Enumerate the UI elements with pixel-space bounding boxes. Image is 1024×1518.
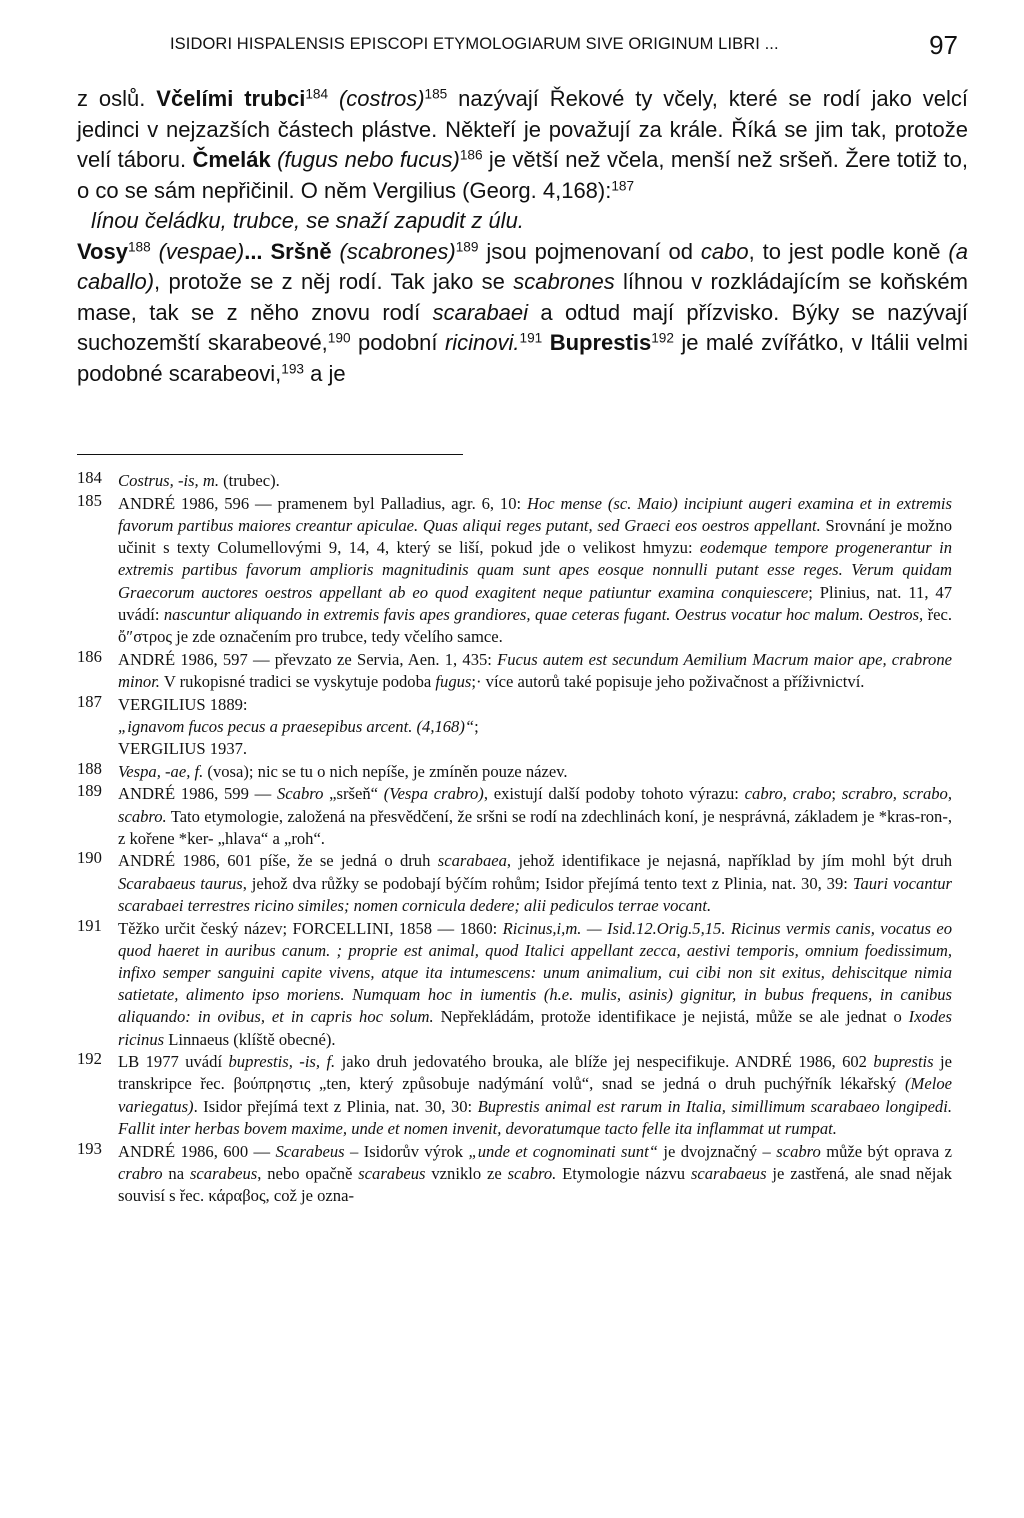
footnote-italic-text: Tauri vocantur scarabaei terrestres ricino similes; nomen cornicula dedere; alii pediculos terrae vocant. — [118, 873, 952, 915]
footnote-italic-text: scabro — [776, 1141, 821, 1161]
text-span: líhnou v rozkládajícím se koňském mase, tak se z něho znovu rodí — [77, 269, 968, 325]
footnote-italic-text: scarabaeus — [690, 1163, 767, 1183]
text-span: je malé zvířátko, v Itálii velmi podobné scarabeovi, — [77, 330, 968, 386]
footnote-text: ANDRÉ 1986, 600 — — [118, 1141, 276, 1161]
latin-term: (a caballo) — [77, 238, 968, 294]
footnote-text: řec. ὄ″στρος je zde označením pro trubce, tedy včelího samce. — [118, 604, 952, 646]
footnote-italic-text: (Vespa crabro) — [383, 784, 484, 804]
footnote-italic-text: eodemque tempore progenerantur in extremis partibus favorum amplioris magnitudinis quam sunt apes eosque nonnulli putant esse reges. Verum quidam Graecorum auctores oestros appellant ab eo quod exagitent neque patiuntur examina conquiescere — [118, 538, 953, 602]
footnote-text: , jehož dva růžky se podobají býčím rohům; Isidor přejímá tento text z Plinia, nat. 30, 39: — [242, 873, 853, 893]
footnote-text: „sršeň“ — [323, 784, 384, 804]
footnote-number: 193 — [77, 1138, 102, 1158]
footnote-italic-text: nascuntur aliquando in extremis favis apes grandiores, quae ceteras fugant. Oestrus vocatur hoc malum. Oestros, — [163, 604, 924, 624]
footnote-italic-text: scarabeus — [358, 1163, 426, 1183]
footnote-ref: 185 — [424, 86, 448, 102]
latin-term: (fugus nebo fucus) — [270, 147, 460, 172]
footnote-italic-text: Ricinus,i,m. — Isid.12.Orig.5,15. Ricinus vermis canis, vocatus eo quod haeret in auribus canum. ; proprie est animal, quod Italici appellant zecca, aestivi temporis, omnium foedissimum, infixo semper sanguini capite vivens, atque ita intumescens: unum animalium, cui cibi non sit exitus, dehiscitque nimia satietate, alimento ipso moriens. Numquam hoc in iumentis (h.e. mulis, asinis) gignitur, in bubus frequens, in canibus aliquando: in ovibus, et in capris hoc solum. — [118, 918, 952, 1027]
footnote-italic-text: Scarabeus — [275, 1141, 345, 1161]
footnote-text: je zastřená, ale snad nějak souvisí s řec. κάραβος, což je ozna- — [118, 1163, 952, 1205]
footnote-186 — [77, 646, 952, 693]
footnote-italic-text: Costrus, -is, m. — [118, 471, 219, 490]
term-srsne: ... Sršně — [244, 238, 332, 264]
footnote-text: Tato etymologie, založená na přesvědčení, že sršni se rodí na zdechlinách koní, je nesprávná, základem je *kras-ron-, z kořene *ker- „hlava“ a „roh“. — [118, 806, 952, 848]
footnote-text: , jehož identifikace je nejasná, například by jím mohl být druh — [506, 851, 953, 871]
footnote-italic-text: scarabeus — [189, 1163, 258, 1183]
header-title: ISIDORI HISPALENSIS EPISCOPI ETYMOLOGIARUM SIVE ORIGINUM LIBRI ... — [170, 35, 779, 53]
footnote-text: V rukopisné tradici se vyskytuje podoba — [159, 671, 436, 691]
term-trubci: Včelími trubci — [156, 86, 306, 111]
footnote-187 — [77, 691, 952, 761]
footnote-number: 186 — [77, 646, 102, 666]
latin-term: ricinovi. — [444, 330, 520, 355]
text-span: je větší než včela, menší než sršeň. Žere totiž to, o co se sám nepřičinil. O něm Vergilius (Georg. 4,168): — [77, 147, 968, 203]
paragraph-2 — [77, 237, 968, 390]
footnote-text: na — [162, 1163, 190, 1183]
text-span: a odtud mají přízvisko. Býky se nazývají suchozemští skarabeové, — [77, 299, 968, 355]
footnote-text: ANDRÉ 1986, 597 — převzato ze Servia, Aen. 1, 435: — [118, 649, 498, 669]
footnote-text: Těžko určit český název; FORCELLINI, 1858 — 1860: — [118, 918, 503, 938]
footnote-text: ; Plinius, nat. 11, 47 uvádí: — [118, 582, 953, 624]
latin-term: (costros) — [328, 86, 425, 111]
footnote-text: , nebo opačně — [257, 1163, 359, 1183]
footnote-italic-text: Fucus autem est secundum Aemilium Macrum maior ape, crabrone minor. — [118, 649, 952, 691]
footnote-number: 192 — [77, 1049, 102, 1069]
footnote-italic-text: Scabro — [277, 784, 324, 804]
footnote-text: ANDRÉ 1986, 599 — — [118, 784, 277, 804]
footnote-italic-text: „ignavom fucos pecus a praesepibus arcent. (4,168)“ — [118, 716, 475, 736]
footnote-ref: 188 — [127, 239, 151, 254]
footnote-italic-text: buprestis, -is, f. — [228, 1052, 336, 1072]
footnote-text: (trubec). — [218, 471, 280, 490]
text-span: , protože se z něj rodí. Tak jako se — [154, 269, 514, 294]
footnote-text: Etymologie názvu — [556, 1163, 691, 1183]
footnote-number: 184 — [77, 468, 102, 487]
footnote-number: 191 — [77, 915, 102, 935]
footnote-number: 187 — [77, 691, 102, 711]
footnote-text: ; — [474, 716, 479, 736]
footnote-text: vzniklo ze — [425, 1163, 508, 1183]
footnote-number: 185 — [77, 490, 102, 510]
footnote-191 — [77, 915, 952, 1051]
footnote-192 — [77, 1051, 952, 1140]
footnote-italic-text: Hoc mense (sc. Maio) incipiunt augeri examina et in extremis favorum partibus maiores creantur apiculae. Quas aliqui reges putant, sed Graeci eos oestros appellant. — [118, 493, 952, 535]
footnote-text: ;· více autorů také popisuje jeho poživačnost a příživnictví. — [471, 671, 865, 691]
footnote-ref: 189 — [455, 239, 479, 254]
latin-term: (scabrones) — [331, 238, 456, 264]
footnote-text: , existují další podoby tohoto výrazu: — [483, 784, 745, 804]
footnote-italic-text: „unde et cognominati sunt“ — [468, 1141, 658, 1161]
footnote-italic-text: (Meloe variegatus) — [118, 1074, 952, 1116]
footnote-text: může být oprava z — [820, 1141, 952, 1161]
latin-term: scarabaei — [432, 299, 529, 325]
footnote-separator — [77, 454, 463, 455]
footnote-text: LB 1977 uvádí — [118, 1052, 229, 1072]
footnote-text: Srovnání je možno učinit s texty Columellovými 9, 14, 4, který se liší, pokud jde o velikost hmyzu: — [118, 515, 952, 558]
footnote-ref: 187 — [611, 178, 635, 193]
footnote-185 — [77, 490, 953, 648]
footnote-188 — [77, 758, 952, 783]
text-span: , to jest podle koně — [748, 238, 949, 264]
verse-quote: línou čeládku, trubce, se snaží zapudit z úlu. — [91, 208, 524, 233]
term-cmelak: Čmelák — [192, 147, 271, 172]
running-header — [170, 30, 958, 64]
footnote-189 — [77, 783, 952, 850]
footnote-text: ; — [831, 784, 842, 804]
text-span: a je — [304, 360, 346, 386]
footnote-text: Linnaeus (klíště obecné). — [164, 1029, 336, 1049]
footnote-190 — [77, 850, 952, 917]
footnote-text: . Isidor přejímá text z Plinia, nat. 30, 30: — [193, 1096, 478, 1116]
footnote-text: VERGILIUS 1889: — [118, 694, 248, 714]
footnote-ref: 193 — [281, 361, 304, 376]
paragraph-1 — [77, 84, 968, 206]
term-buprestis: Buprestis — [542, 330, 652, 355]
footnote-italic-text: scarabaea — [437, 851, 507, 871]
text-span: jsou pojmenovaní od — [478, 238, 701, 264]
footnote-italic-text: Ixodes ricinus — [118, 1007, 952, 1049]
footnote-ref: 190 — [327, 330, 351, 346]
latin-term: cabo — [700, 238, 749, 264]
latin-term: scabrones — [513, 269, 615, 294]
footnote-text: je transkripce řec. βούπρηστις „ten, který způsobuje nadýmání volů“, snad se jedná o druh puchýřník lékařský — [118, 1052, 953, 1094]
footnote-italic-text: cabro, crabo — [744, 784, 832, 804]
main-text — [77, 84, 968, 389]
footnote-ref: 186 — [459, 147, 483, 163]
footnote-italic-text: Buprestis animal est rarum in Italia, simillimum scarabaeo longipedi. Fallit inter herbas bovem maxime, unde et nomen invenit, devoratumque tacto felle ita inflammat ut rumpat. — [118, 1096, 952, 1138]
footnote-text: ANDRÉ 1986, 596 — pramenem byl Palladius, agr. 6, 10: — [118, 493, 527, 513]
text-span: nazývají Řekové ty včely, které se rodí jako velcí jedinci v nejzazších částech plástve. Někteří je považují za krále. Říká se jim tak, protože velí táboru. — [77, 86, 968, 172]
footnote-italic-text: scrabro, scrabo, scabro. — [118, 784, 952, 826]
footnote-text: – Isidorův výrok — [344, 1141, 469, 1161]
footnote-text: Nepřekládám, protože identifikace je nejistá, může se ale jednat o — [433, 1007, 909, 1027]
footnote-number: 188 — [77, 758, 102, 778]
latin-term: (vespae) — [150, 238, 245, 264]
footnote-193 — [77, 1138, 952, 1208]
footnote-italic-text: buprestis — [873, 1052, 934, 1072]
footnote-number: 189 — [77, 781, 102, 801]
footnote-ref: 184 — [305, 86, 329, 102]
footnote-ref: 191 — [519, 330, 543, 346]
footnotes — [77, 470, 952, 1208]
footnote-text: ANDRÉ 1986, 601 píše, že se jedná o druh — [118, 851, 438, 871]
footnote-184 — [77, 470, 952, 492]
footnote-italic-text: crabro — [118, 1163, 163, 1183]
footnote-number: 190 — [77, 848, 102, 868]
footnote-italic-text: Scarabaeus taurus — [118, 873, 243, 893]
footnote-text: (vosa); nic se tu o nich nepíše, je zmíněn pouze název. — [203, 761, 568, 781]
footnote-text: jako druh jedovatého brouka, ale blíže jej nespecifikuje. ANDRÉ 1986, 602 — [335, 1052, 874, 1072]
footnote-text: je dvojznačný – — [657, 1141, 777, 1161]
footnote-ref: 192 — [651, 330, 674, 346]
footnote-text: VERGILIUS 1937. — [118, 738, 248, 758]
text-span: z oslů. — [77, 86, 157, 111]
footnote-italic-text: Vespa, -ae, f. — [118, 761, 204, 781]
term-vosy: Vosy — [77, 238, 128, 264]
text-span: podobní — [350, 330, 445, 355]
footnote-italic-text: fugus — [435, 671, 472, 691]
footnote-italic-text: scabro. — [507, 1163, 557, 1183]
page-number: 97 — [929, 30, 958, 60]
